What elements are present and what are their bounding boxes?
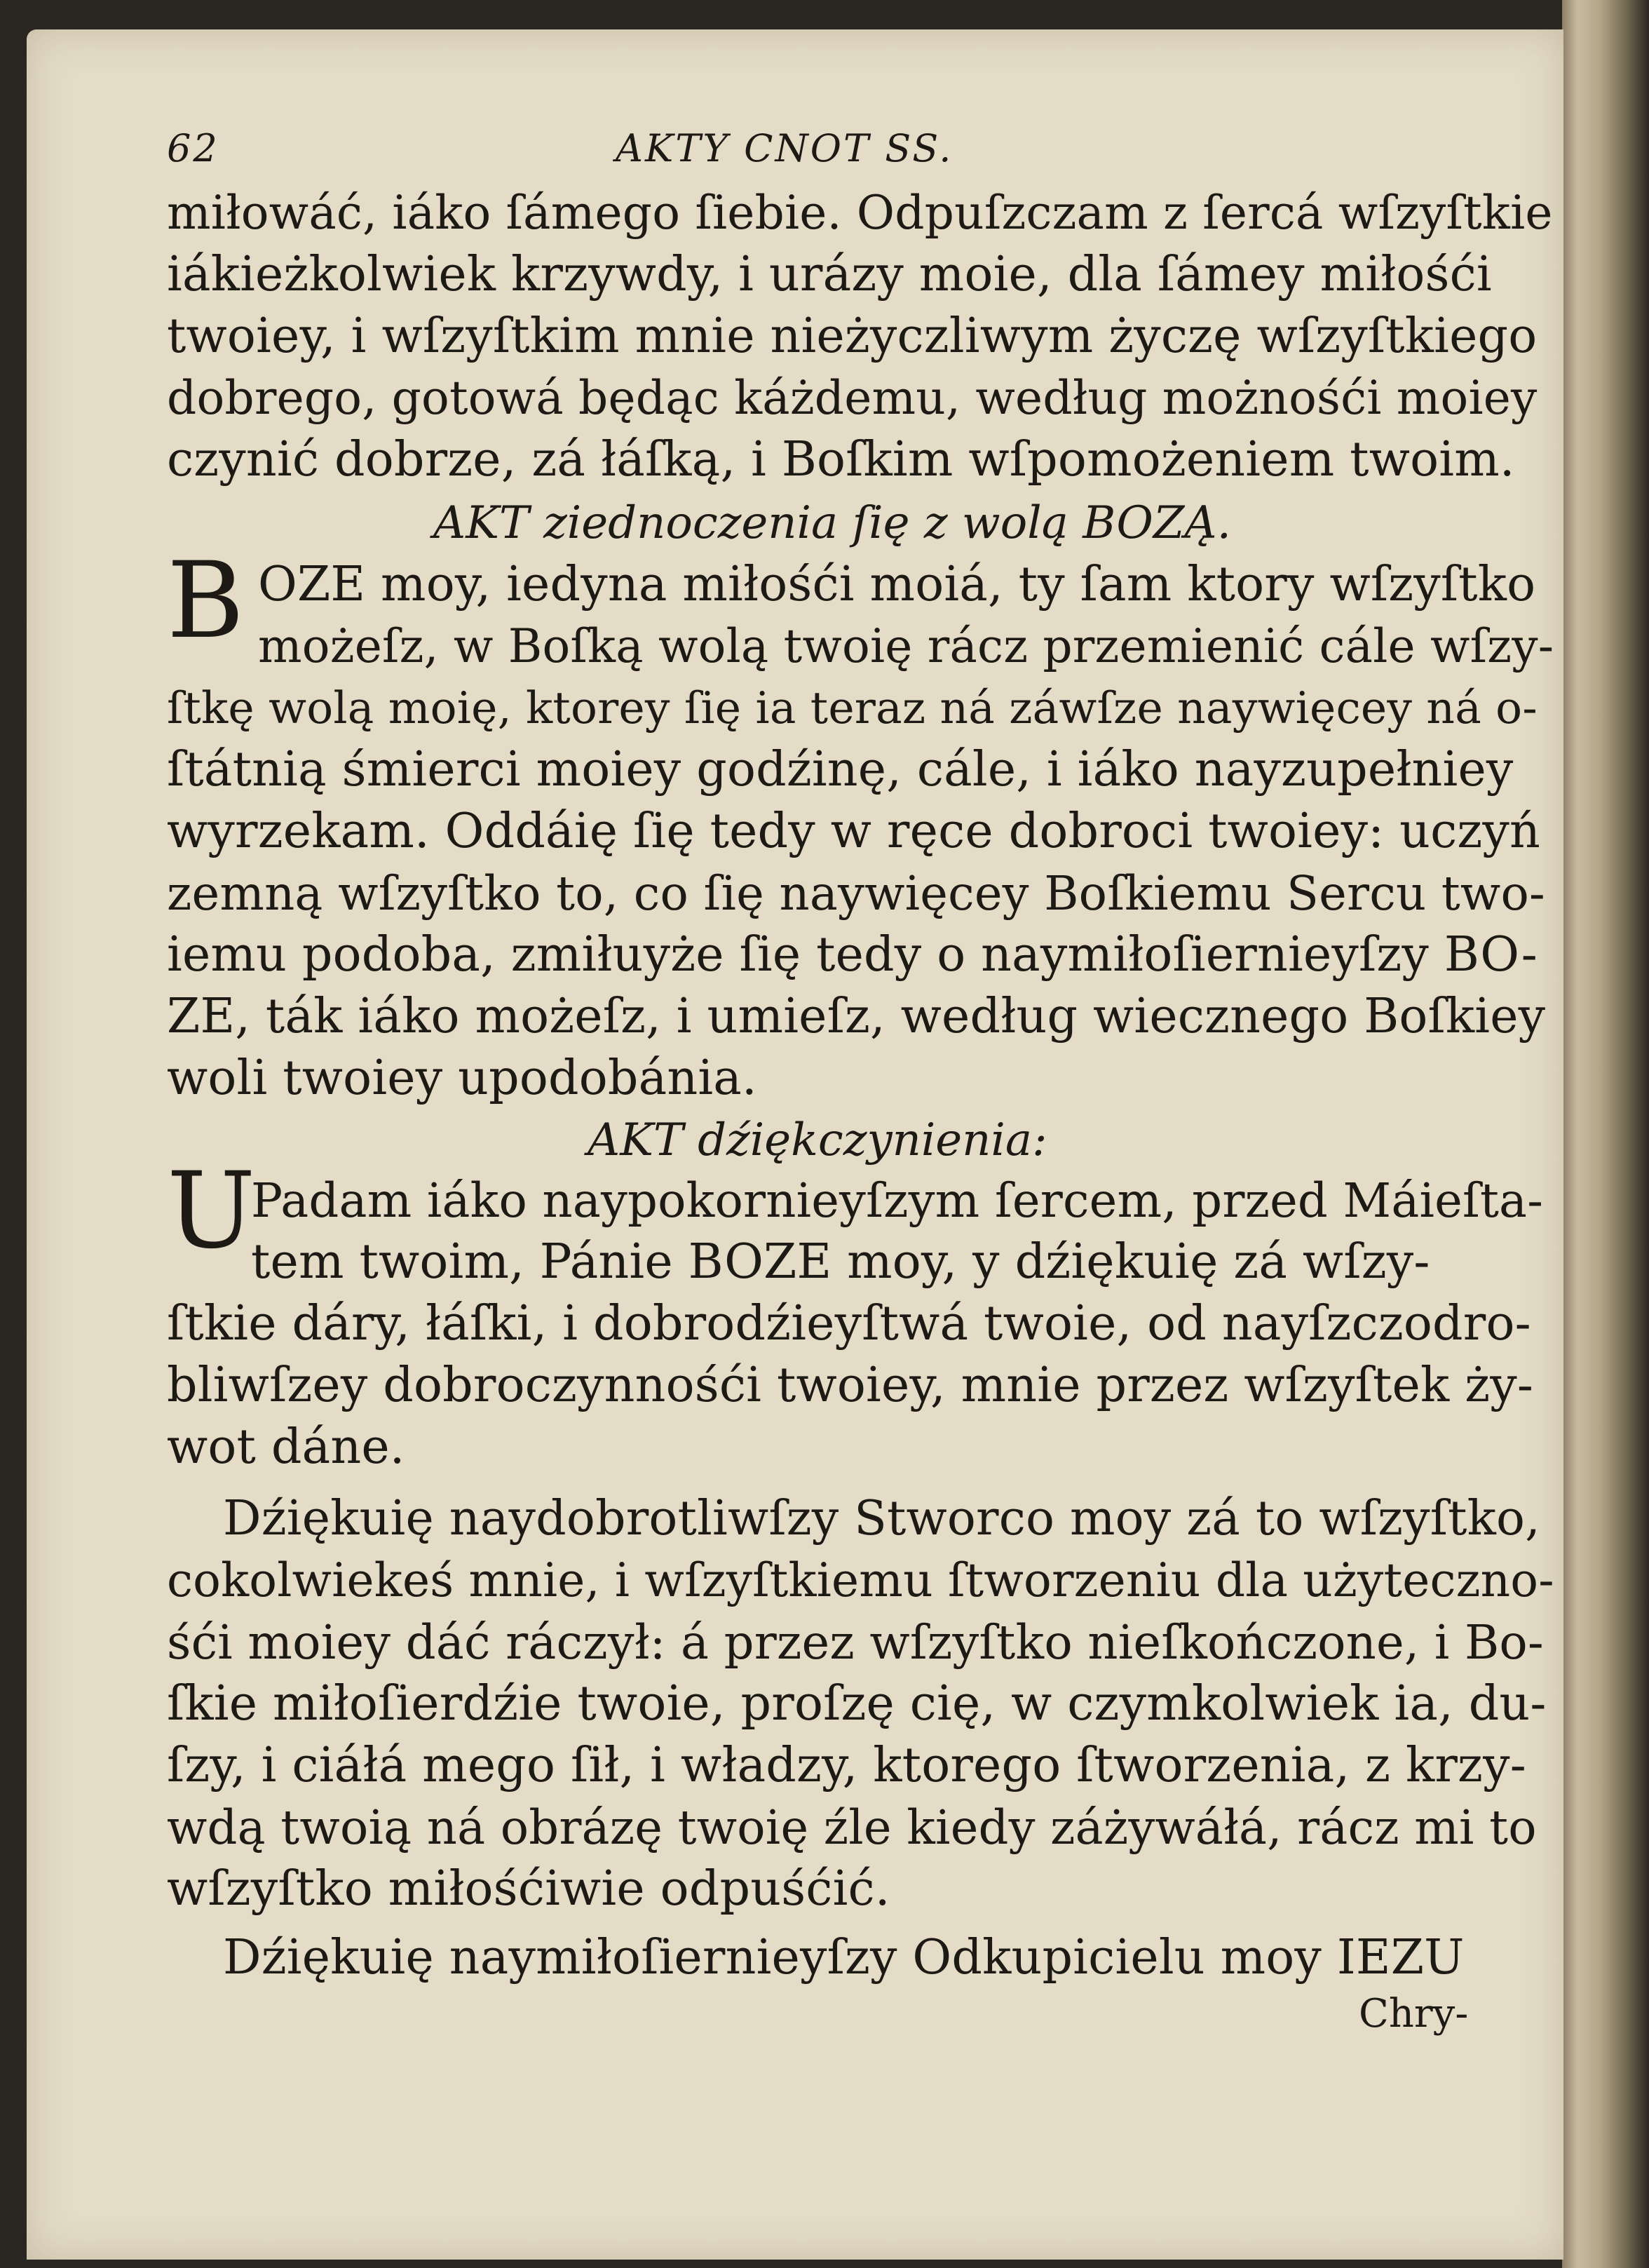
book-page — [27, 29, 1563, 2260]
text-line: woli twoiey upodobánia. — [167, 1051, 757, 1106]
text-line: ſzy, i ciáłá mego ſił, i władzy, ktorego ſtworzenia, z krzy- — [167, 1738, 1526, 1793]
page-header — [139, 121, 1527, 182]
text-line: cokolwiekeś mnie, i wſzyſtkiemu ſtworzeniu dla użyteczno- — [167, 1553, 1554, 1607]
text-line: twoiey, i wſzyſtkim mnie nieżyczliwym życzę wſzyſtkiego — [167, 309, 1538, 364]
section-title-thanksgiving: AKT dźiękczynienia: — [588, 1114, 1047, 1166]
text-line: tem twoim, Pánie BOZE moy, y dźiękuię zá wſzy- — [251, 1234, 1430, 1290]
catchword: Chry- — [1359, 1991, 1469, 2037]
text-line: ſtkę wolą moię, ktorey ſię ia teraz ná záwſze naywięcey ná o- — [167, 682, 1538, 734]
text-line: ſtkie dáry, łáſki, i dobrodźieyſtwá twoie, od nayſzczodro- — [167, 1296, 1531, 1351]
page-number: 62 — [167, 126, 219, 170]
text-line: wot dáne. — [167, 1419, 405, 1475]
text-line: Padam iáko naypokornieyſzym ſercem, przed Máieſta- — [251, 1173, 1544, 1228]
text-line: ZE, ták iáko możeſz, i umieſz, według wiecznego Boſkiey — [167, 989, 1546, 1044]
text-line: ſtátnią śmierci moiey godźinę, cále, i iáko nayzupełniey — [167, 742, 1514, 797]
text-line: dobrego, gotowá będąc káżdemu, według możnośći moiey — [167, 371, 1538, 425]
text-line: iákieżkolwiek krzywdy, i urázy moie, dla ſámey miłośći — [167, 247, 1492, 302]
text-line: wdą twoią ná obrázę twoię źle kiedy záżywáłá, rácz mi to — [167, 1800, 1537, 1855]
text-line: wyrzekam. Oddáię ſię tedy w ręce dobroci twoiey: uczyń — [167, 804, 1541, 859]
text-line: ſkie miłoſierdźie twoie, proſzę cię, w czymkolwiek ia, du- — [167, 1676, 1547, 1732]
running-title: AKTY CNOT SS. — [616, 126, 954, 170]
text-line: Dźiękuię naydobrotliwſzy Stworco moy zá to wſzyſtko, — [223, 1491, 1540, 1546]
text-line: śći moiey dáć ráczył: á przez wſzyſtko nieſkończone, i Bo- — [167, 1615, 1544, 1670]
text-line: iemu podoba, zmiłuyże ſię tedy o naymiłoſiernieyſzy BO- — [167, 927, 1538, 983]
text-line: OZE moy, iedyna miłośći moiá, ty ſam ktory wſzyſtko — [258, 557, 1536, 612]
section-title-union: AKT ziednoczenia ſię z wolą BOZĄ. — [433, 497, 1231, 549]
text-line: Dźiękuię naymiłoſiernieyſzy Odkupicielu moy IEZU — [223, 1930, 1465, 1985]
text-line: wſzyſtko miłośćiwie odpuśćić. — [167, 1861, 890, 1917]
text-line: możeſz, w Boſką wolą twoię rácz przemienić cále wſzy- — [258, 619, 1554, 673]
text-line: zemną wſzyſtko to, co ſię naywięcey Boſkiemu Sercu two- — [167, 866, 1545, 921]
text-line: czynić dobrze, zá łáſką, i Boſkim wſpomożeniem twoim. — [167, 432, 1515, 487]
book-spine — [1562, 0, 1649, 2268]
drop-cap: U — [167, 1150, 256, 1272]
drop-cap: B — [167, 540, 245, 662]
text-line: miłowáć, iáko ſámego ſiebie. Odpuſzczam z ſercá wſzyſtkie — [167, 186, 1553, 240]
text-line: bliwſzey dobroczynnośći twoiey, mnie przez wſzyſtek ży- — [167, 1358, 1534, 1413]
